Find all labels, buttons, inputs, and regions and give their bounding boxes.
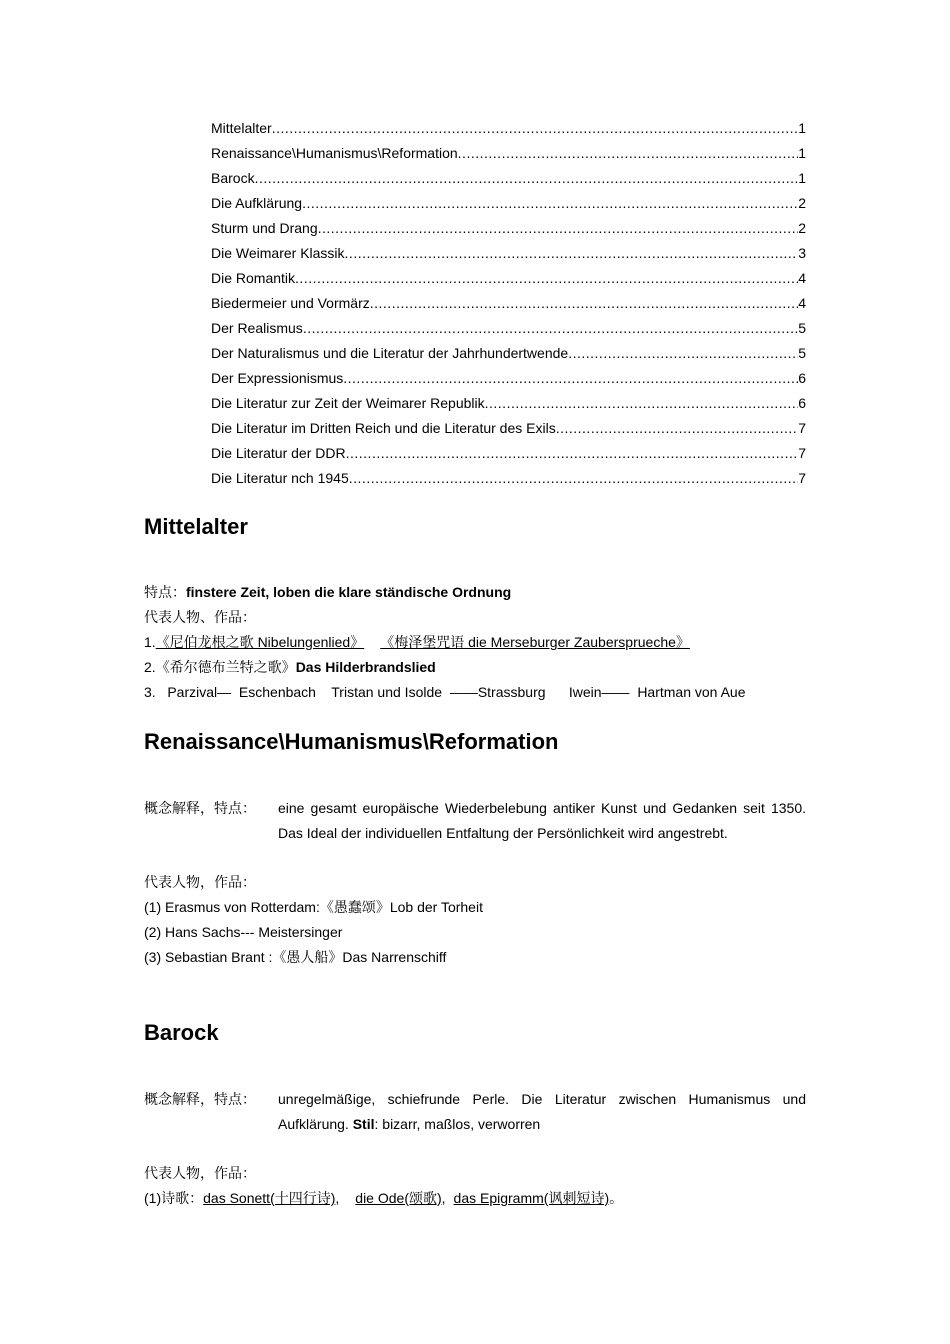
works-label: 代表人物、作品： bbox=[144, 609, 256, 625]
toc-entry[interactable] bbox=[211, 193, 806, 218]
toc-leader bbox=[295, 268, 798, 293]
toc-label[interactable]: Die Literatur der DDR bbox=[211, 445, 346, 461]
punctuation: 。 bbox=[609, 1190, 624, 1206]
toc-label[interactable]: Die Literatur nch 1945 bbox=[211, 470, 349, 486]
toc-page-number: 1 bbox=[798, 170, 806, 186]
toc-label[interactable]: Biedermeier und Vormärz bbox=[211, 295, 370, 311]
table-of-contents bbox=[211, 118, 806, 493]
toc-leader bbox=[255, 168, 799, 193]
toc-entry[interactable] bbox=[211, 168, 806, 193]
work-link[interactable]: das Sonett(十四行诗) bbox=[203, 1190, 336, 1206]
heading-barock: Barock bbox=[144, 1020, 219, 1045]
toc-entry[interactable] bbox=[211, 218, 806, 243]
toc-page-number: 3 bbox=[798, 245, 806, 261]
toc-page-number: 4 bbox=[798, 295, 806, 311]
barock-definition bbox=[144, 1087, 806, 1137]
toc-leader bbox=[346, 443, 799, 468]
toc-label[interactable]: Die Romantik bbox=[211, 270, 296, 286]
works-label: 代表人物，作品： bbox=[144, 1165, 256, 1181]
work-cn: 《希尔德布兰特之歌》 bbox=[155, 659, 296, 675]
feature-text: finstere Zeit, loben die klare ständische Ordnung bbox=[186, 584, 512, 600]
toc-label[interactable]: Die Aufklärung bbox=[211, 195, 303, 211]
works-label: 代表人物，作品： bbox=[144, 874, 256, 890]
work-de: Das Hilderbrandslied bbox=[295, 659, 436, 675]
toc-label[interactable]: Die Literatur zur Zeit der Weimarer Republik bbox=[211, 395, 485, 411]
renaissance-definition bbox=[144, 796, 806, 846]
toc-leader bbox=[343, 368, 798, 393]
works-item-1: (1)诗歌：das Sonett(十四行诗), die Ode(颂歌), das Epigramm(讽刺短诗)。 bbox=[144, 1190, 624, 1206]
toc-leader bbox=[370, 293, 798, 318]
toc-entry[interactable] bbox=[211, 418, 806, 443]
definition-label: 概念解释，特点： bbox=[144, 800, 256, 816]
toc-leader bbox=[485, 393, 799, 418]
toc-page-number: 5 bbox=[798, 320, 806, 336]
toc-entry[interactable] bbox=[211, 143, 806, 168]
toc-leader bbox=[345, 243, 799, 268]
works-item-2 bbox=[144, 655, 806, 680]
toc-page-number: 1 bbox=[798, 145, 806, 161]
toc-label[interactable]: Mittelalter bbox=[211, 120, 272, 136]
toc-page-number: 7 bbox=[798, 470, 806, 486]
definition-text bbox=[278, 1087, 806, 1137]
toc-entry[interactable] bbox=[211, 318, 806, 343]
toc-label[interactable]: Der Realismus bbox=[211, 320, 303, 336]
toc-page-number: 2 bbox=[798, 220, 806, 236]
item-number: 2. bbox=[144, 659, 156, 675]
toc-page-number: 7 bbox=[798, 445, 806, 461]
toc-entry[interactable] bbox=[211, 368, 806, 393]
toc-entry[interactable] bbox=[211, 343, 806, 368]
item-prefix: (1)诗歌： bbox=[144, 1190, 204, 1206]
works-item-3: 3. Parzival— Eschenbach Tristan und Isolde ——Strassburg Iwein—— Hartman von Aue bbox=[144, 684, 746, 700]
toc-page-number: 6 bbox=[798, 395, 806, 411]
heading-renaissance: Renaissance\Humanismus\Reformation bbox=[144, 729, 559, 754]
works-item: (2) Hans Sachs--- Meistersinger bbox=[144, 924, 343, 940]
definition-part: : bizarr, maßlos, verworren bbox=[374, 1116, 541, 1132]
toc-page-number: 2 bbox=[798, 195, 806, 211]
toc-leader bbox=[349, 468, 798, 493]
toc-entry[interactable] bbox=[211, 243, 806, 268]
toc-entry[interactable] bbox=[211, 468, 806, 493]
toc-entry[interactable] bbox=[211, 293, 806, 318]
toc-entry[interactable] bbox=[211, 268, 806, 293]
works-item: (1) Erasmus von Rotterdam:《愚蠢颂》Lob der Torheit bbox=[144, 899, 483, 915]
toc-label[interactable]: Renaissance\Humanismus\Reformation bbox=[211, 145, 458, 161]
toc-label[interactable]: Barock bbox=[211, 170, 255, 186]
toc-leader bbox=[568, 343, 798, 368]
toc-page-number: 5 bbox=[798, 345, 806, 361]
style-label: Stil bbox=[352, 1116, 375, 1132]
definition-label: 概念解释，特点： bbox=[144, 1091, 256, 1107]
works-item-1 bbox=[144, 630, 806, 655]
toc-leader bbox=[458, 143, 799, 168]
toc-page-number: 1 bbox=[798, 120, 806, 136]
toc-entry[interactable] bbox=[211, 393, 806, 418]
toc-label[interactable]: Die Weimarer Klassik bbox=[211, 245, 345, 261]
toc-leader bbox=[272, 118, 799, 143]
toc-label[interactable]: Der Naturalismus und die Literatur der Jahrhundertwende bbox=[211, 345, 569, 361]
feature-label: 特点： bbox=[144, 584, 186, 600]
heading-mittelalter: Mittelalter bbox=[144, 514, 248, 539]
item-number: 1. bbox=[144, 634, 156, 650]
work-link[interactable]: das Epigramm(讽刺短诗) bbox=[453, 1190, 610, 1206]
toc-leader bbox=[556, 418, 799, 443]
definition-text: eine gesamt europäische Wiederbelebung antiker Kunst und Gedanken seit 1350. Das Ideal der individuellen Entfaltung der Persönlichkeit wird angestrebt. bbox=[278, 800, 806, 841]
toc-page-number: 4 bbox=[798, 270, 806, 286]
toc-page-number: 7 bbox=[798, 420, 806, 436]
toc-entry[interactable] bbox=[211, 118, 806, 143]
toc-label[interactable]: Die Literatur im Dritten Reich und die Literatur des Exils bbox=[211, 420, 556, 436]
toc-leader bbox=[303, 318, 798, 343]
toc-leader bbox=[302, 193, 798, 218]
toc-label[interactable]: Der Expressionismus bbox=[211, 370, 344, 386]
toc-entry[interactable] bbox=[211, 443, 806, 468]
definition-part: unregelmäßige, schiefrunde Perle. Die Literatur zwischen Humanismus und Aufklärung. bbox=[278, 1091, 806, 1132]
work-link[interactable]: die Ode(颂歌), bbox=[355, 1190, 446, 1206]
work-link[interactable]: 《梅泽堡咒语 die Merseburger Zaubersprueche》 bbox=[380, 634, 690, 650]
toc-leader bbox=[318, 218, 799, 243]
work-link[interactable]: 《尼伯龙根之歌 Nibelungenlied》 bbox=[155, 634, 365, 650]
toc-page-number: 6 bbox=[798, 370, 806, 386]
mittelalter-feature bbox=[144, 580, 806, 605]
works-item: (3) Sebastian Brant :《愚人船》Das Narrenschiff bbox=[144, 949, 447, 965]
toc-label[interactable]: Sturm und Drang bbox=[211, 220, 318, 236]
